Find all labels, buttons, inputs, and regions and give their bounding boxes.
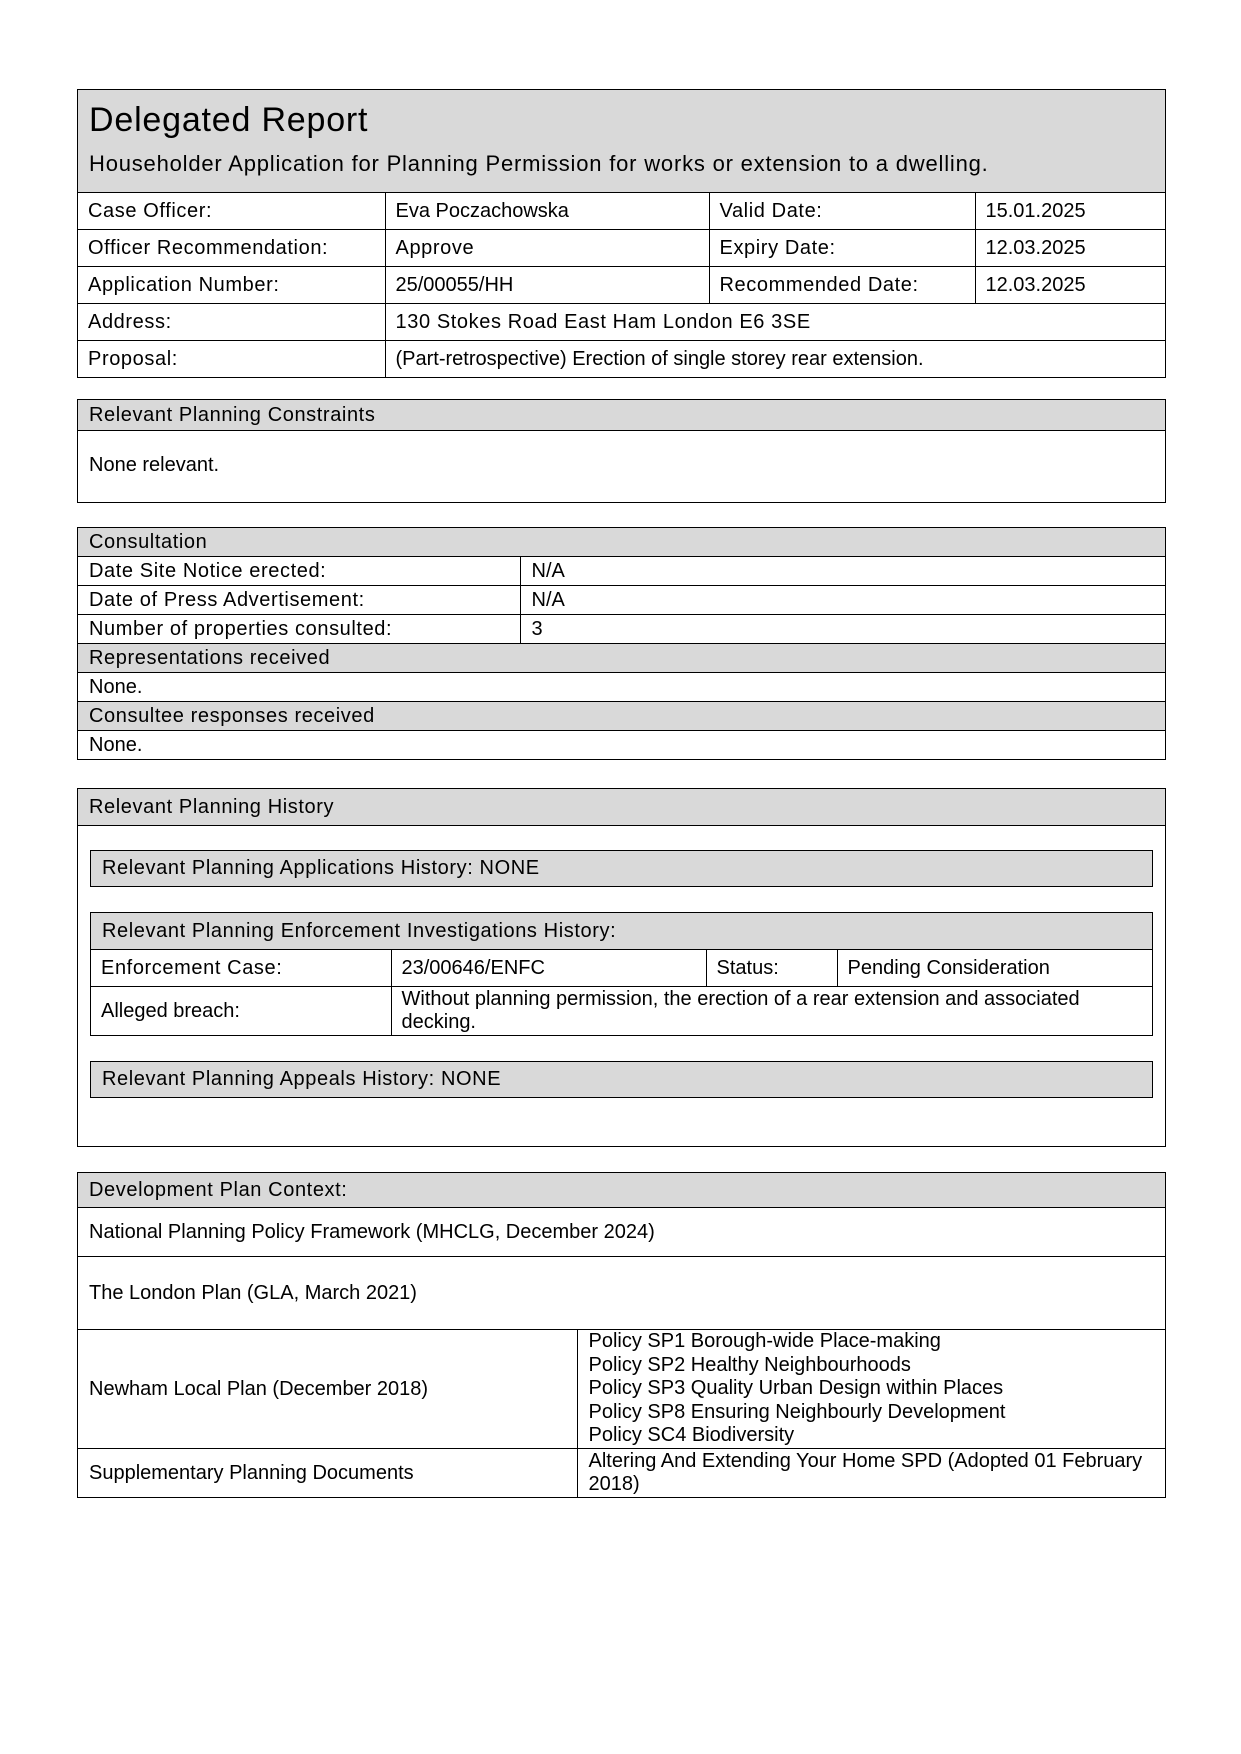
application-number-label: Application Number: bbox=[78, 267, 385, 304]
development-plan-heading: Development Plan Context: bbox=[78, 1173, 1165, 1208]
recommendation-label: Officer Recommendation: bbox=[78, 230, 385, 267]
table-row bbox=[78, 1330, 1165, 1449]
table-row bbox=[78, 267, 1165, 304]
representations-text: None. bbox=[78, 673, 1165, 702]
valid-date-label: Valid Date: bbox=[709, 193, 975, 230]
enforcement-heading: Relevant Planning Enforcement Investigations History: bbox=[91, 913, 1152, 950]
table-row bbox=[91, 987, 1152, 1036]
local-plan-policies bbox=[577, 1330, 1165, 1449]
case-officer-label: Case Officer: bbox=[78, 193, 385, 230]
history-section bbox=[77, 788, 1166, 1147]
properties-consulted-label: Number of properties consulted: bbox=[78, 615, 520, 644]
press-advert-value: N/A bbox=[520, 586, 1165, 615]
site-notice-value: N/A bbox=[520, 557, 1165, 586]
enforcement-case-label: Enforcement Case: bbox=[91, 950, 391, 987]
table-row bbox=[91, 950, 1152, 987]
policy-item: Policy SP3 Quality Urban Design within Places bbox=[588, 1377, 1004, 1400]
table-row bbox=[78, 193, 1165, 230]
table-row bbox=[78, 1449, 1165, 1498]
consultation-section bbox=[77, 527, 1166, 760]
breach-value: Without planning permission, the erection of a rear extension and associated decking. bbox=[391, 987, 1152, 1036]
table-row bbox=[78, 586, 1165, 615]
nppf-text: National Planning Policy Framework (MHCLG, December 2024) bbox=[78, 1208, 1165, 1257]
policy-item: Policy SC4 Biodiversity bbox=[588, 1424, 795, 1447]
recommended-date-value: 12.03.2025 bbox=[975, 267, 1165, 304]
table-row bbox=[78, 615, 1165, 644]
policy-item: Policy SP2 Healthy Neighbourhoods bbox=[588, 1353, 911, 1376]
constraints-text: None relevant. bbox=[89, 454, 220, 476]
constraints-section bbox=[77, 399, 1166, 503]
application-number-value: 25/00055/HH bbox=[385, 267, 709, 304]
appeals-history bbox=[90, 1061, 1153, 1098]
expiry-date-label: Expiry Date: bbox=[709, 230, 975, 267]
title-band bbox=[78, 90, 1165, 193]
status-badge: Pending Consideration bbox=[837, 950, 1152, 987]
appeals-history-text: Relevant Planning Appeals History: NONE bbox=[102, 1068, 502, 1090]
valid-date-value: 15.01.2025 bbox=[975, 193, 1165, 230]
history-heading: Relevant Planning History bbox=[78, 789, 1165, 826]
constraints-heading: Relevant Planning Constraints bbox=[78, 400, 1165, 431]
development-plan-table bbox=[78, 1173, 1165, 1497]
case-officer-value: Eva Poczachowska bbox=[385, 193, 709, 230]
recommended-date-label: Recommended Date: bbox=[709, 267, 975, 304]
expiry-date-value: 12.03.2025 bbox=[975, 230, 1165, 267]
consultee-heading: Consultee responses received bbox=[78, 702, 1165, 731]
consultation-heading: Consultation bbox=[78, 528, 1165, 557]
representations-heading: Representations received bbox=[78, 644, 1165, 673]
summary-table bbox=[78, 193, 1165, 377]
table-row bbox=[78, 304, 1165, 341]
address-value: 130 Stokes Road East Ham London E6 3SE bbox=[385, 304, 1165, 341]
policy-item: Policy SP1 Borough-wide Place-making bbox=[588, 1330, 941, 1353]
consultee-text: None. bbox=[78, 731, 1165, 760]
report-header-table bbox=[77, 89, 1166, 378]
table-row bbox=[78, 341, 1165, 378]
breach-label: Alleged breach: bbox=[91, 987, 391, 1036]
table-row bbox=[78, 230, 1165, 267]
site-notice-label: Date Site Notice erected: bbox=[78, 557, 520, 586]
page-subtitle: Householder Application for Planning Permission for works or extension to a dwelling. bbox=[89, 151, 989, 176]
applications-history-text: Relevant Planning Applications History: NONE bbox=[102, 857, 540, 879]
proposal-value: (Part-retrospective) Erection of single storey rear extension. bbox=[385, 341, 1165, 378]
spd-label: Supplementary Planning Documents bbox=[78, 1449, 577, 1498]
enforcement-table bbox=[91, 950, 1152, 1035]
address-label: Address: bbox=[78, 304, 385, 341]
recommendation-value: Approve bbox=[385, 230, 709, 267]
properties-consulted-value: 3 bbox=[520, 615, 1165, 644]
enforcement-history bbox=[90, 912, 1153, 1036]
applications-history bbox=[90, 850, 1153, 887]
table-row bbox=[78, 557, 1165, 586]
development-plan-section bbox=[77, 1172, 1166, 1498]
proposal-label: Proposal: bbox=[78, 341, 385, 378]
enforcement-case-value: 23/00646/ENFC bbox=[391, 950, 706, 987]
press-advert-label: Date of Press Advertisement: bbox=[78, 586, 520, 615]
spd-value: Altering And Extending Your Home SPD (Adopted 01 February 2018) bbox=[577, 1449, 1165, 1498]
london-plan-text: The London Plan (GLA, March 2021) bbox=[78, 1257, 1165, 1330]
consultation-table bbox=[78, 528, 1165, 759]
page-title: Delegated Report bbox=[89, 101, 369, 139]
local-plan-label: Newham Local Plan (December 2018) bbox=[78, 1330, 577, 1449]
status-label: Status: bbox=[706, 950, 837, 987]
policy-item: Policy SP8 Ensuring Neighbourly Development bbox=[588, 1400, 1006, 1423]
